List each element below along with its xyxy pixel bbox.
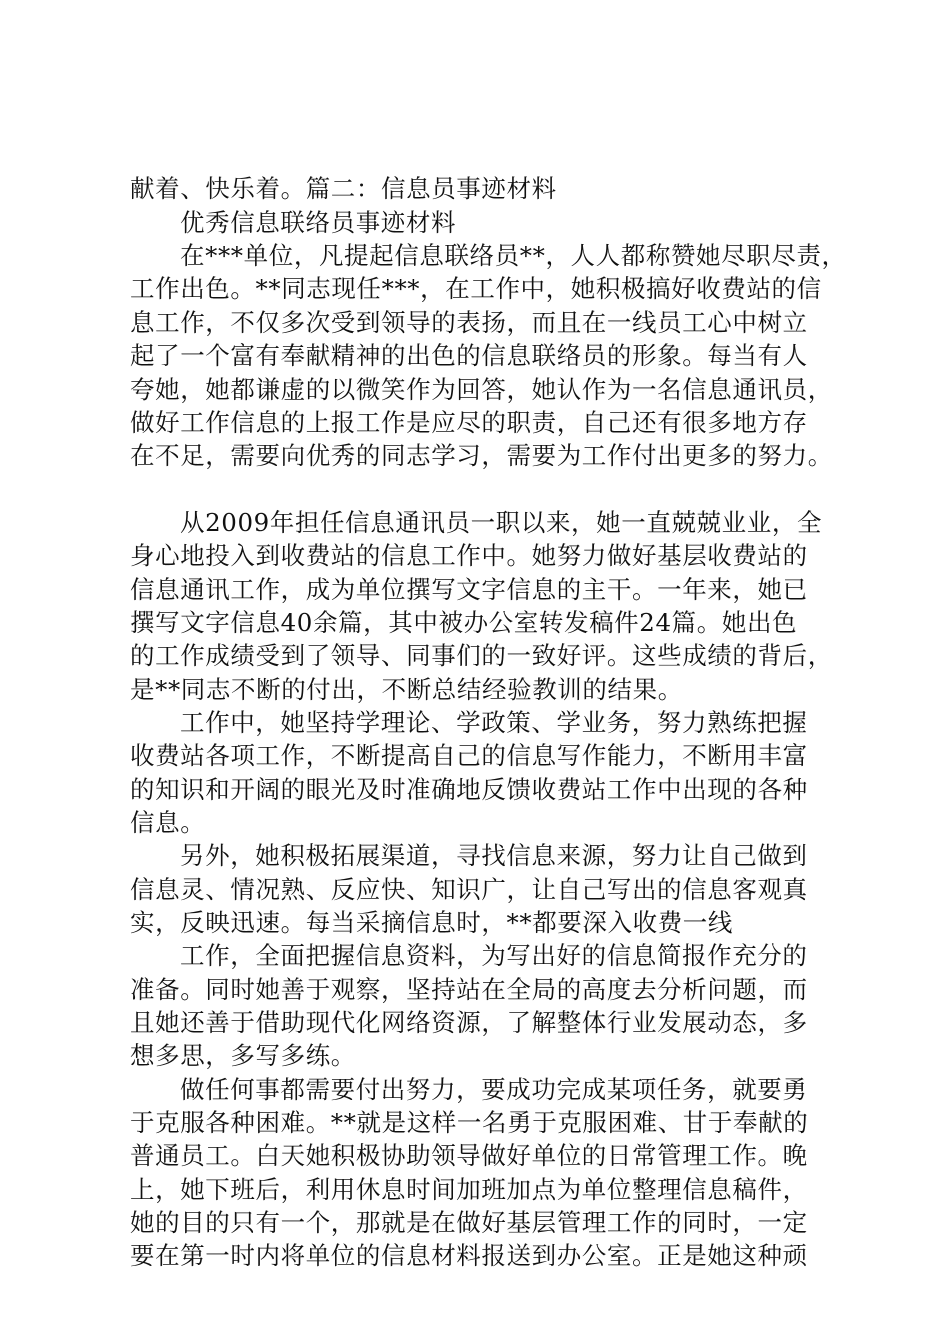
text-line: 做任何事都需要付出努力，要成功完成某项任务，就要勇 — [180, 1075, 808, 1104]
text-line: 身心地投入到收费站的信息工作中。她努力做好基层收费站的 — [130, 541, 808, 570]
text-line: 是**同志不断的付出，不断总结经验教训的结果。 — [130, 675, 683, 704]
text-line: 的知识和开阔的眼光及时准确地反馈收费站工作中出现的各种 — [130, 775, 808, 804]
text-line: 于克服各种困难。**就是这样一名勇于克服困难、甘于奉献的 — [130, 1108, 809, 1137]
text-line: 普通员工。白天她积极协助领导做好单位的日常管理工作。晚 — [130, 1141, 808, 1170]
text-line: 从2009年担任信息通讯员一职以来，她一直兢兢业业，全 — [180, 508, 823, 537]
text-line: 起了一个富有奉献精神的出色的信息联络员的形象。每当有人 — [130, 341, 808, 370]
text-line: 另外，她积极拓展渠道，寻找信息来源，努力让自己做到 — [180, 841, 808, 870]
text-line: 信息灵、情况熟、反应快、知识广，让自己写出的信息客观真 — [130, 875, 808, 904]
text-line: 要在第一时内将单位的信息材料报送到办公室。正是她这种顽 — [130, 1241, 808, 1270]
text-line: 想多思，多写多练。 — [130, 1041, 356, 1070]
text-line: 息工作，不仅多次受到领导的表扬，而且在一线员工心中树立 — [130, 308, 808, 337]
text-line: 上，她下班后，利用休息时间加班加点为单位整理信息稿件， — [130, 1175, 808, 1204]
text-line: 收费站各项工作，不断提高自己的信息写作能力，不断用丰富 — [130, 741, 808, 770]
text-line: 工作，全面把握信息资料，为写出好的信息简报作充分的 — [180, 941, 808, 970]
text-line: 在***单位，凡提起信息联络员**，人人都称赞她尽职尽责， — [180, 241, 847, 270]
text-line: 的工作成绩受到了领导、同事们的一致好评。这些成绩的背后， — [130, 641, 833, 670]
text-line: 实，反映迅速。每当采摘信息时，**都要深入收费一线 — [130, 908, 733, 937]
text-line: 且她还善于借助现代化网络资源，了解整体行业发展动态，多 — [130, 1008, 808, 1037]
text-line: 准备。同时她善于观察，坚持站在全局的高度去分析问题，而 — [130, 975, 808, 1004]
text-line: 信息。 — [130, 808, 206, 837]
text-line: 撰写文字信息40余篇，其中被办公室转发稿件24篇。她出色 — [130, 608, 798, 637]
text-line: 献着、快乐着。篇二：信息员事迹材料 — [130, 174, 557, 203]
text-line: 夸她，她都谦虚的以微笑作为回答，她认作为一名信息通讯员， — [130, 375, 833, 404]
text-line: 工作出色。**同志现任***，在工作中，她积极搞好收费站的信 — [130, 274, 822, 303]
text-line: 信息通讯工作，成为单位撰写文字信息的主干。一年来，她已 — [130, 575, 808, 604]
text-line: 她的目的只有一个，那就是在做好基层管理工作的同时，一定 — [130, 1208, 808, 1237]
text-line: 做好工作信息的上报工作是应尽的职责，自己还有很多地方存 — [130, 408, 808, 437]
section-title: 优秀信息联络员事迹材料 — [180, 208, 457, 237]
text-line: 工作中，她坚持学理论、学政策、学业务，努力熟练把握 — [180, 708, 808, 737]
text-line: 在不足，需要向优秀的同志学习，需要为工作付出更多的努力。 — [130, 441, 833, 470]
